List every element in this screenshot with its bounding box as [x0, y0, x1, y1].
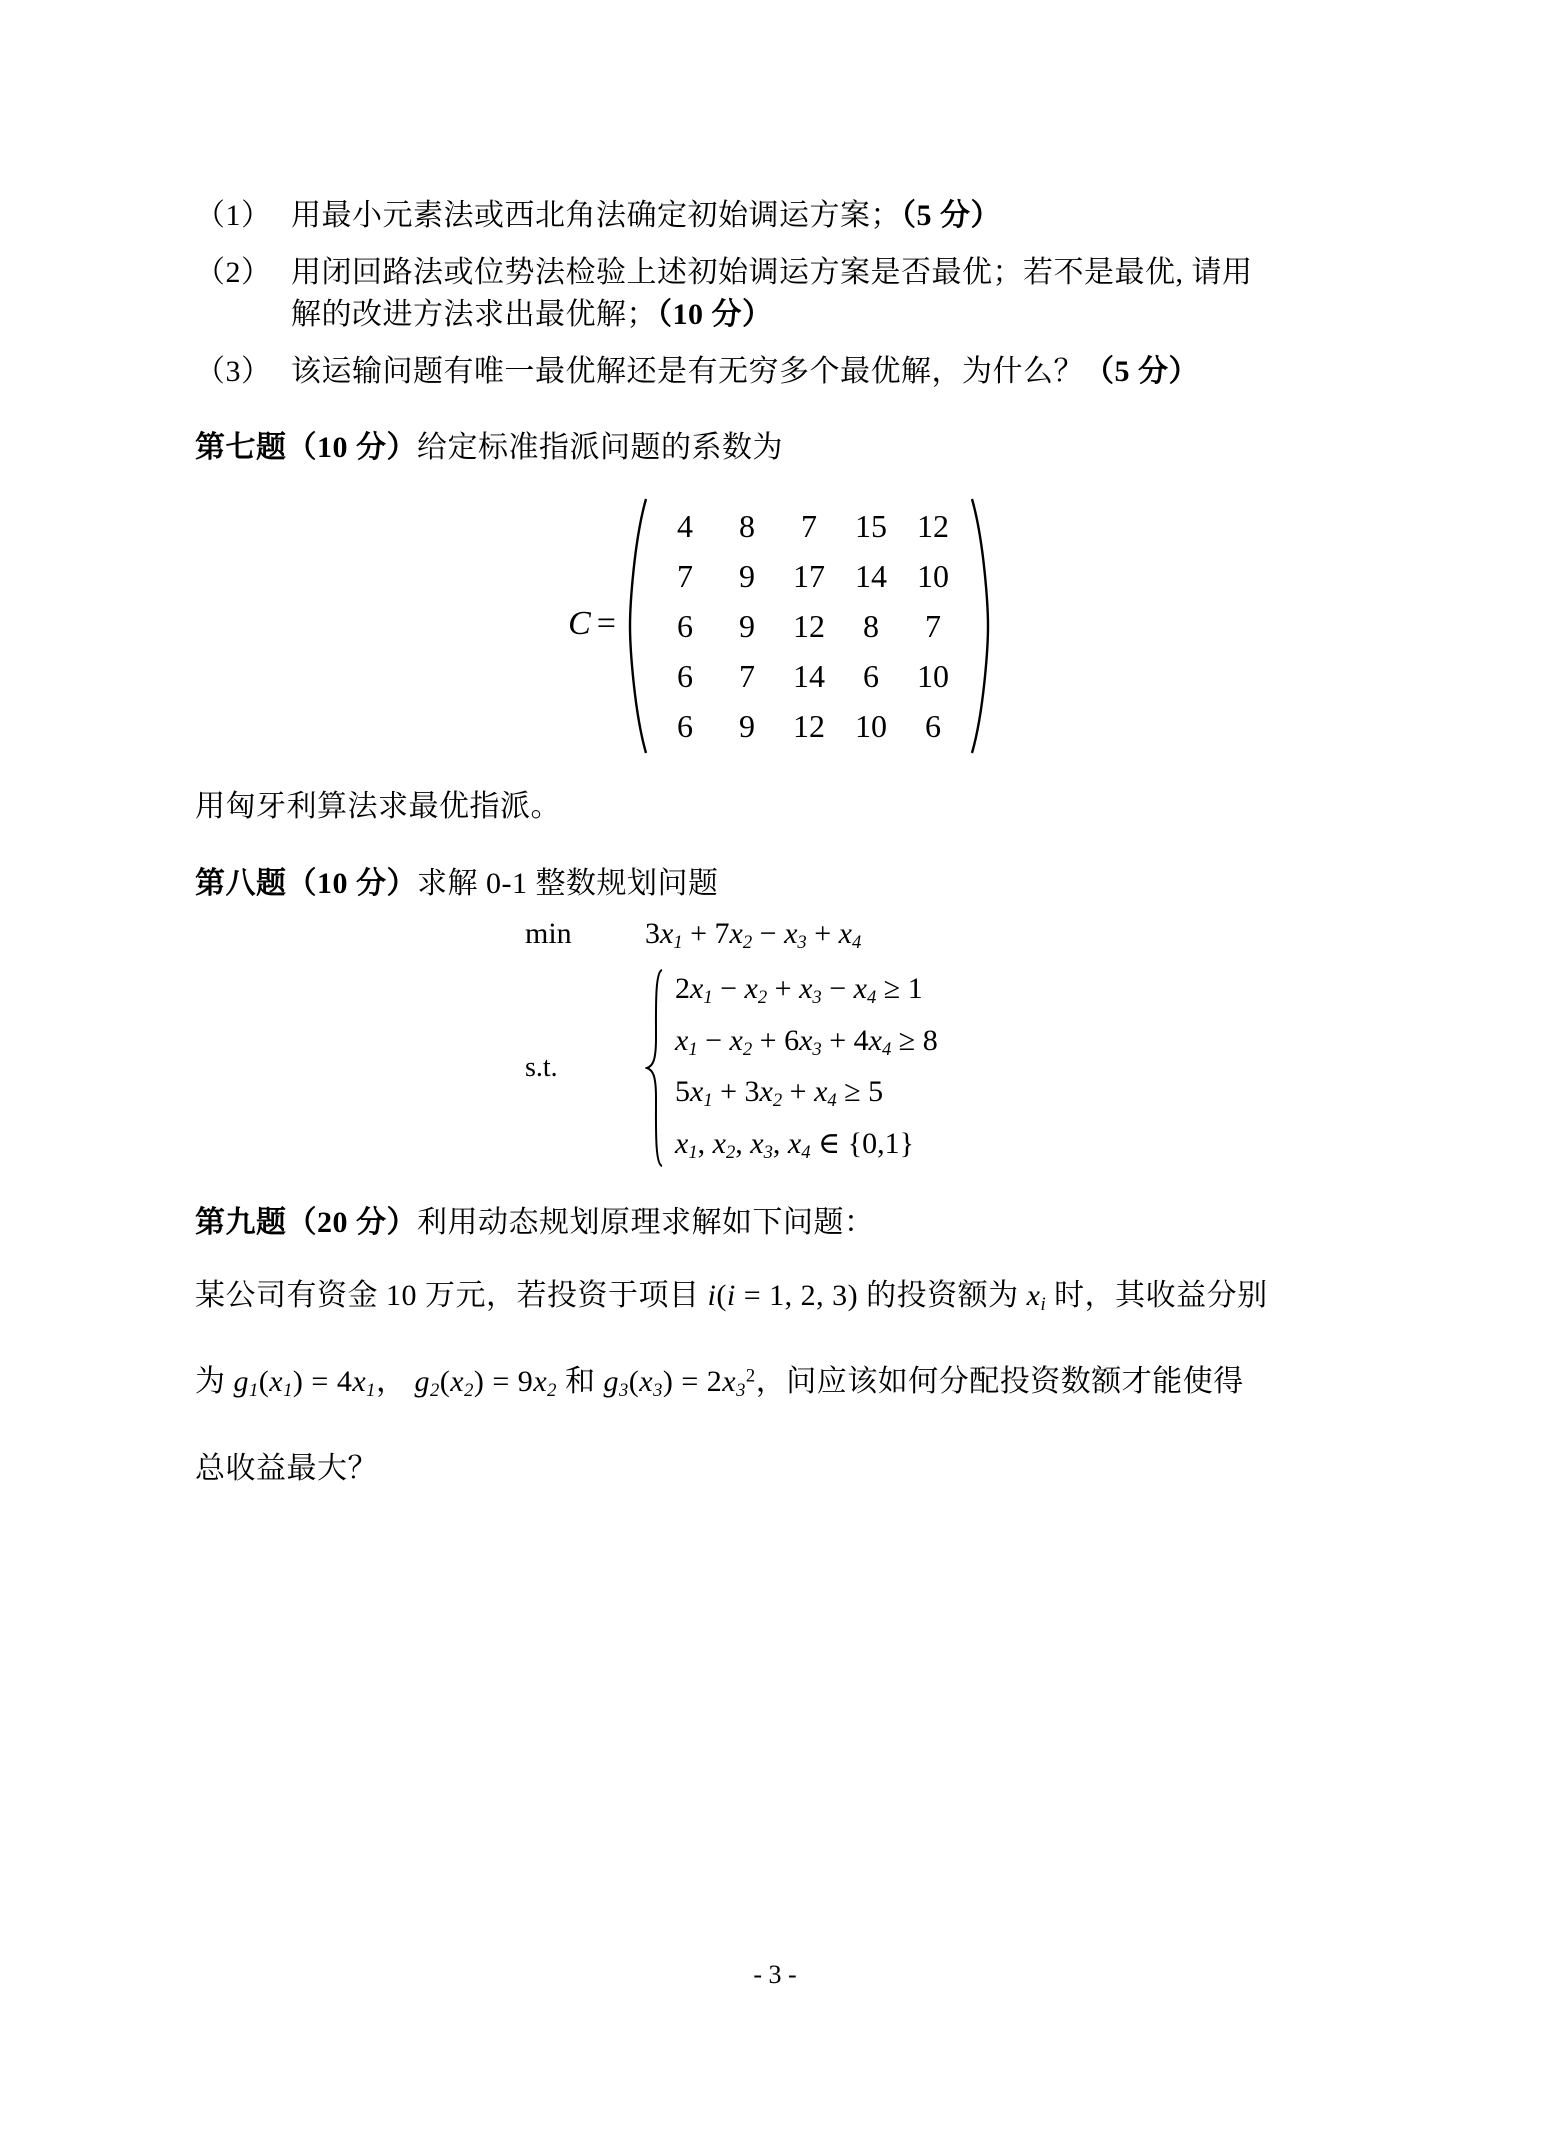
question-9-heading: [195, 1202, 1365, 1245]
objective-expression: $3x_1 + 7x_2 - x_3 + x_4$: [645, 917, 862, 954]
matrix-grid: [648, 502, 970, 750]
page-footer: - 3 -: [753, 1960, 797, 1989]
question-8-title: 第八题: [195, 866, 287, 900]
optimization-inner: [525, 917, 938, 1168]
list-item: [195, 351, 1365, 394]
q9-project-index: i(i = 1, 2, 3): [707, 1278, 859, 1312]
q9-gain-function-3: $g_3(x_3) = 2x_3^2$: [603, 1364, 756, 1402]
question-9-prompt: 利用动态规划原理求解如下问题：: [417, 1206, 875, 1240]
coefficient-matrix: [195, 496, 1365, 756]
matrix-cell: 10: [854, 707, 887, 744]
question-9-paragraph-2: [195, 1346, 1365, 1418]
matrix-cell: 10: [916, 557, 949, 594]
question-7: [195, 427, 1365, 828]
list-marker: （2）: [195, 255, 272, 289]
matrix-cell: 6: [924, 707, 941, 744]
matrix-cell: 10: [916, 657, 949, 694]
matrix-cell: 12: [792, 607, 825, 644]
list-continuation-text: 解的改进方法求出最优解；: [291, 298, 657, 332]
min-label: min: [525, 917, 572, 951]
question-8-heading: [195, 863, 1365, 906]
list-marker: （3）: [195, 354, 272, 388]
q9-text-b: 的投资额为: [858, 1278, 1027, 1312]
matrix-cell: 17: [792, 557, 825, 594]
question-9-title: 第九题: [195, 1206, 287, 1240]
matrix-right-paren-icon: [970, 496, 992, 756]
matrix-cell: 12: [792, 707, 825, 744]
matrix-cell: 6: [862, 657, 879, 694]
list-body: [291, 351, 1365, 394]
question-8-prompt: 求解 0-1 整数规划问题: [417, 866, 719, 900]
left-brace-icon: [645, 968, 665, 1168]
q9-text-a: 某公司有资金 10 万元，若投资于项目: [195, 1278, 708, 1312]
question-8: [195, 863, 1365, 1169]
question-7-prompt: 给定标准指派问题的系数为: [417, 431, 783, 465]
st-label: s.t.: [525, 1052, 558, 1084]
q9-and: 和: [556, 1364, 604, 1398]
list-text: 用最小元素法或西北角法确定初始调运方案；: [291, 199, 901, 232]
list-item: [195, 195, 1365, 238]
constraint-item: $x_1$, $x_2$, $x_3$, $x_4$ ∈ {0,1}: [675, 1127, 915, 1164]
question-9-paragraph-3: 总收益最大？: [195, 1451, 378, 1485]
list-marks: （10 分）: [657, 298, 773, 332]
q9-text-e: ，问应该如何分配投资数额才能使得: [755, 1364, 1244, 1398]
constraint-item: $5x_1 + 3x_2 + x_4 \ge 5$: [675, 1074, 884, 1112]
matrix-cell: 4: [676, 507, 693, 544]
matrix-equals: =: [596, 604, 616, 642]
question-9-paragraph-1: [195, 1267, 1365, 1324]
question-7-marks: （10 分）: [286, 431, 417, 465]
matrix-cell: 8: [738, 507, 755, 544]
matrix-cell: 7: [738, 657, 755, 694]
q9-invest-var: $x_i$: [1026, 1278, 1047, 1316]
matrix-cell: 6: [676, 707, 693, 744]
list-marker: （1）: [195, 199, 272, 232]
list-text: 用闭回路法或位势法检验上述初始调运方案是否最优；若不是最优, 请用: [291, 255, 1253, 289]
matrix-cell: 7: [800, 507, 817, 544]
matrix-cell: 8: [862, 607, 879, 644]
objective-row: [525, 917, 938, 954]
constraint-list: [675, 972, 938, 1164]
q9-text-c: 时，其收益分别: [1046, 1278, 1268, 1312]
question-8-marks: （10 分）: [286, 866, 417, 900]
q9-sep-1: ，: [375, 1364, 415, 1398]
list-text: 该运输问题有唯一最优解还是有无穷多个最优解，为什么？: [291, 354, 1084, 388]
list-continuation: [291, 294, 1365, 337]
optimization-model: [195, 917, 1365, 1168]
question-7-title: 第七题: [195, 431, 287, 465]
page-content: [195, 195, 1365, 1497]
question-9: [195, 1202, 1365, 1497]
q9-gain-function-1: $g_1(x_1) = 4x_1$: [233, 1364, 376, 1402]
q9-text-d: 为: [195, 1364, 234, 1398]
matrix-cell: 9: [738, 707, 755, 744]
list-body: [291, 252, 1365, 337]
question-7-closing: 用匈牙利算法求最优指派。: [195, 789, 561, 823]
matrix-cell: 9: [738, 557, 755, 594]
q9-gain-function-2: $g_2(x_2) = 9x_2$: [414, 1364, 557, 1402]
matrix-cell: 9: [738, 607, 755, 644]
matrix-label: C: [568, 604, 591, 642]
matrix-cell: 7: [924, 607, 941, 644]
matrix-left-paren-icon: [626, 496, 648, 756]
constraints-row: [525, 968, 938, 1168]
list-body: [291, 195, 1365, 238]
matrix-cell: 14: [854, 557, 887, 594]
list-marks: （5 分）: [901, 199, 1001, 232]
question-9-marks: （20 分）: [286, 1206, 417, 1240]
constraint-item: $2x_1 - x_2 + x_3 - x_4 \ge 1$: [675, 972, 923, 1009]
list-item: [195, 252, 1365, 337]
matrix-cell: 14: [792, 657, 825, 694]
question-7-heading: [195, 427, 1365, 470]
matrix-cell: 7: [676, 557, 693, 594]
list-marks: （5 分）: [1084, 354, 1199, 388]
matrix-cell: 6: [676, 657, 693, 694]
matrix-cell: 6: [676, 607, 693, 644]
matrix-cell: 12: [916, 507, 949, 544]
sub-question-list: [195, 195, 1365, 393]
constraint-item: $x_1 - x_2 + 6x_3 + 4x_4 \ge 8$: [675, 1023, 938, 1060]
matrix-cell: 15: [854, 507, 887, 544]
